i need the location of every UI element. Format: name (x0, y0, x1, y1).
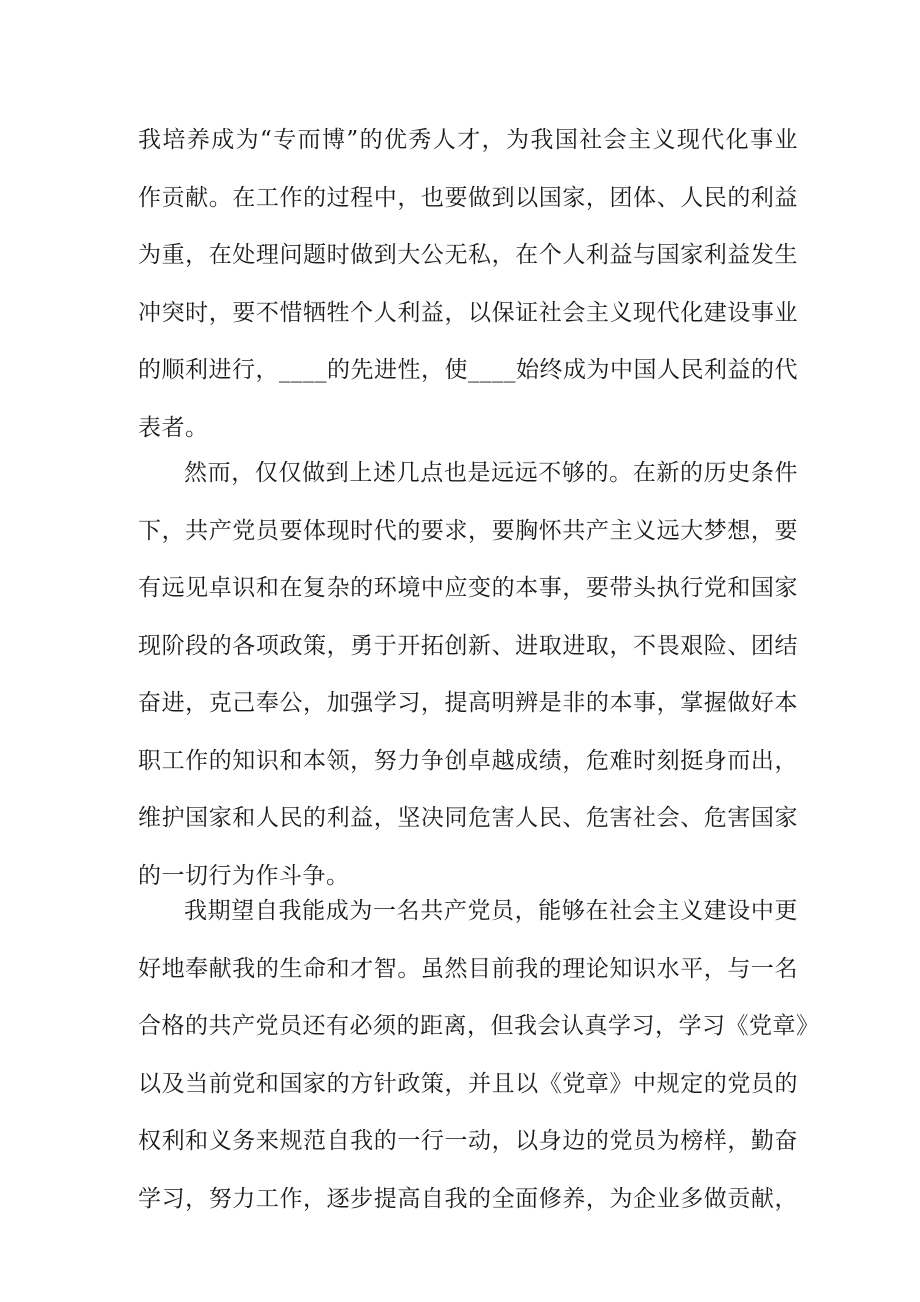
text-line: 作贡献。在工作的过程中，也要做到以国家，团体、人民的利益 (138, 184, 798, 211)
text-line: 的一切行为作斗争。 (138, 862, 350, 889)
text-line: 以及当前党和国家的方针政策，并且以《党章》中规定的党员的 (138, 1070, 798, 1097)
text-line: 好地奉献我的生命和才智。虽然目前我的理论知识水平，与一名 (138, 955, 798, 982)
text-line: 现阶段的各项政策，勇于开拓创新、进取进取，不畏艰险、团结 (138, 632, 798, 659)
text-line: 奋进，克己奉公，加强学习，提高明辨是非的本事，掌握做好本 (138, 690, 798, 716)
paragraph-2 (138, 445, 798, 905)
text-line: 然而，仅仅做到上述几点也是远远不够的。在新的历史条件 (184, 460, 798, 486)
paragraph-1 (138, 112, 798, 457)
text-line: 表者。 (138, 414, 209, 441)
text-line: 有远见卓识和在复杂的环境中应变的本事，要带头执行党和国家 (138, 575, 798, 601)
text-line: 为重，在处理问题时做到大公无私，在个人利益与国家利益发生 (138, 242, 798, 268)
text-line: 我培养成为“专而博”的优秀人才，为我国社会主义现代化事业 (138, 127, 798, 153)
text-line: 权利和义务来规范自我的一行一动，以身边的党员为榜样，勤奋 (138, 1128, 798, 1154)
text-line: 职工作的知识和本领，努力争创卓越成绩，危难时刻挺身而出， (138, 747, 798, 774)
text-line: 我期望自我能成为一名共产党员，能够在社会主义建设中更 (184, 898, 798, 924)
text-line: 学习，努力工作，逐步提高自我的全面修养，为企业多做贡献， (138, 1185, 798, 1212)
paragraph-3 (138, 883, 820, 1228)
text-line: 维护国家和人民的利益，坚决同危害人民、危害社会、危害国家 (138, 805, 798, 831)
text-line: 的顺利进行，____的先进性，使____始终成为中国人民利益的代 (138, 357, 798, 383)
text-line: 合格的共产党员还有必须的距离，但我会认真学习，学习《党章》 (138, 1013, 820, 1039)
text-line: 冲突时，要不惜牺牲个人利益，以保证社会主义现代化建设事业 (138, 299, 798, 326)
text-line: 下，共产党员要体现时代的要求，要胸怀共产主义远大梦想，要 (138, 517, 798, 544)
